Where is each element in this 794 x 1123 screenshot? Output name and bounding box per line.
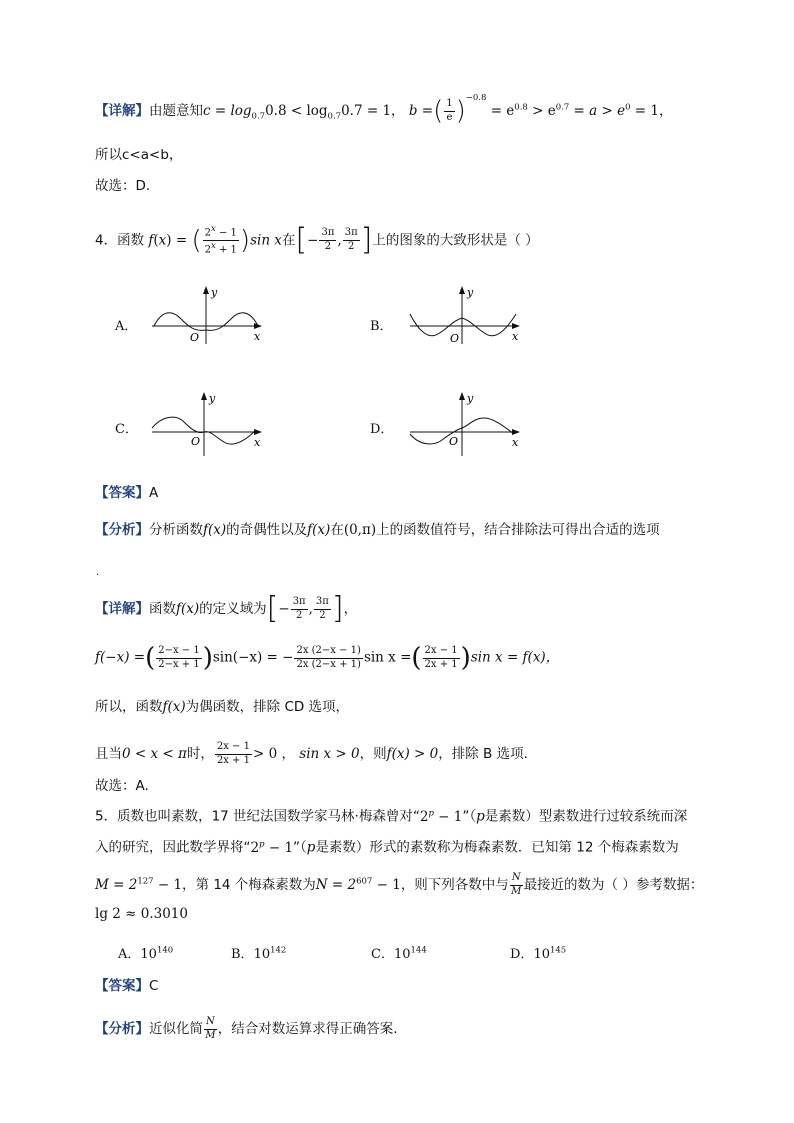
choice-b[interactable]: B．$10^{142}$ [231, 945, 287, 962]
option-a-label[interactable]: A． [115, 319, 138, 334]
analysis-4: 【分析】分析函数f(x)的奇偶性以及f(x)在(0,π)上的函数值符号，结合排除法可得出合适的选项 [95, 522, 660, 538]
log-base-2: 0.7 [327, 111, 342, 122]
detail-4: 【详解】函数f(x)的定义域为[− $\frac{3\pi}{2}$ , $\frac{3\pi}{2}$ ]， [95, 591, 358, 626]
svg-text:y: y [467, 392, 474, 405]
svg-text:y: y [467, 286, 474, 299]
q4-tail: 上的图象的大致形状是（ ） [372, 232, 539, 249]
detail-label: 【详解】 [95, 103, 149, 119]
option-c-label[interactable]: C． [115, 422, 138, 437]
question-5-line-1: 5．质数也叫素数，17 世纪法国数学家马林·梅森曾对“$2^p$ − 1”（p是素数）型素数进行过较系统而深 [95, 808, 688, 825]
reference-data: lg 2 ≈ 0.3010 [95, 906, 188, 922]
question-5-line-2: 入的研究，因此数学界将“$2^p$ − 1”（p是素数）形式的素数称为梅森素数．已知第 12 个梅森素数为 [95, 839, 679, 856]
answer-4: 【答案】A [95, 485, 159, 501]
x-axis-label: x [254, 330, 261, 343]
so-even-line: 所以，函数f(x)为偶函数，排除 CD 选项， [95, 699, 350, 715]
answer-5-value: C [149, 978, 159, 994]
option-b-label[interactable]: B． [370, 319, 393, 334]
svg-text:y: y [209, 392, 216, 405]
option-c-graph[interactable] [148, 388, 268, 464]
neg-exp: −0.8 [465, 92, 487, 103]
question-4: 4．函数 f(x) = ( $\frac{2^x - 1}{2^x + 1}$ )sin x在[− $\frac{3\pi}{2}$ , $\frac{3\pi}{2}$ ]上的图象的大致形状是（ ） [95, 222, 539, 258]
svg-text:x: x [512, 330, 519, 343]
svg-text:x: x [512, 436, 519, 449]
choice-a[interactable]: A．$10^{140}$ [118, 945, 174, 962]
q4-fraction: $\frac{2^x - 1}{2^x + 1}$ [204, 224, 237, 256]
c-expr: c = log [203, 103, 252, 119]
when-line: 且当0 < x < π时， $\frac{2x - 1}{2x + 1}$ > 0 ， sin x > 0，则f(x) > 0，排除 B 选项. [95, 741, 528, 766]
choice-d[interactable]: D．$10^{145}$ [510, 945, 567, 962]
one-over-e: $\frac{1}{e}$ [446, 98, 453, 123]
answer-5: 【答案】C [95, 978, 159, 994]
analysis-4-dot: . [96, 567, 100, 578]
svg-text:O: O [450, 332, 460, 345]
question-5-line-3: $M = 2^{127} - 1$，第 14 个梅森素数为$N = 2^{607} - 1$，则下列各数中与 $\frac{N}{M}$ 最接近的数为（ ）参考数据： [95, 872, 704, 897]
option-d-label[interactable]: D． [370, 422, 394, 437]
b-expr: b = [408, 103, 434, 119]
detail-lead: 由题意知 [149, 103, 203, 119]
analysis-5: 【分析】近似化简 $\frac{N}{M}$ ，结合对数运算求得正确答案. [95, 1016, 398, 1041]
choose-line-1: 故选：D. [95, 178, 151, 194]
option-b-graph[interactable] [406, 282, 526, 356]
answer-4-value: A [149, 485, 159, 501]
so-line-1: 所以c<a<b， [95, 147, 183, 163]
parity-equation: f(−x) =( $\frac{2-x - 1}{2-x + 1}$ )sin(−x) = − $\frac{2x (2-x - 1)}{2x (2-x + 1)}$ sin x =( $\frac{2x - 1}{2x + 1}$ )sin x = f(x)， [95, 643, 560, 673]
svg-text:O: O [449, 435, 459, 448]
log-arg-1: 0.8 [265, 103, 287, 119]
svg-text:O: O [191, 435, 201, 448]
q4-number: 4．函数 [95, 232, 145, 249]
log-base-1: 0.7 [251, 111, 266, 122]
eq-e: = e [490, 103, 515, 119]
choice-c[interactable]: C．$10^{144}$ [371, 945, 427, 962]
detail-3-line: 【详解】由题意知$c = \log_{0.7}0.8 < \log_{0.7}0.7 = 1$， b =( $\frac{1}{e}$ )$^{-0.8} = e^{0.8} > e^{0.7} = a > e^0 = 1$， [95, 92, 673, 126]
option-d-graph[interactable] [406, 388, 526, 464]
log-arg-2: 0.7 = 1， [341, 103, 405, 119]
origin-label: O [190, 331, 200, 344]
svg-text:x: x [254, 436, 261, 449]
lt-log: < log [286, 103, 328, 119]
choose-line-4: 故选：A. [95, 778, 149, 794]
option-a-graph[interactable] [148, 282, 268, 356]
y-axis-label: y [211, 286, 218, 299]
